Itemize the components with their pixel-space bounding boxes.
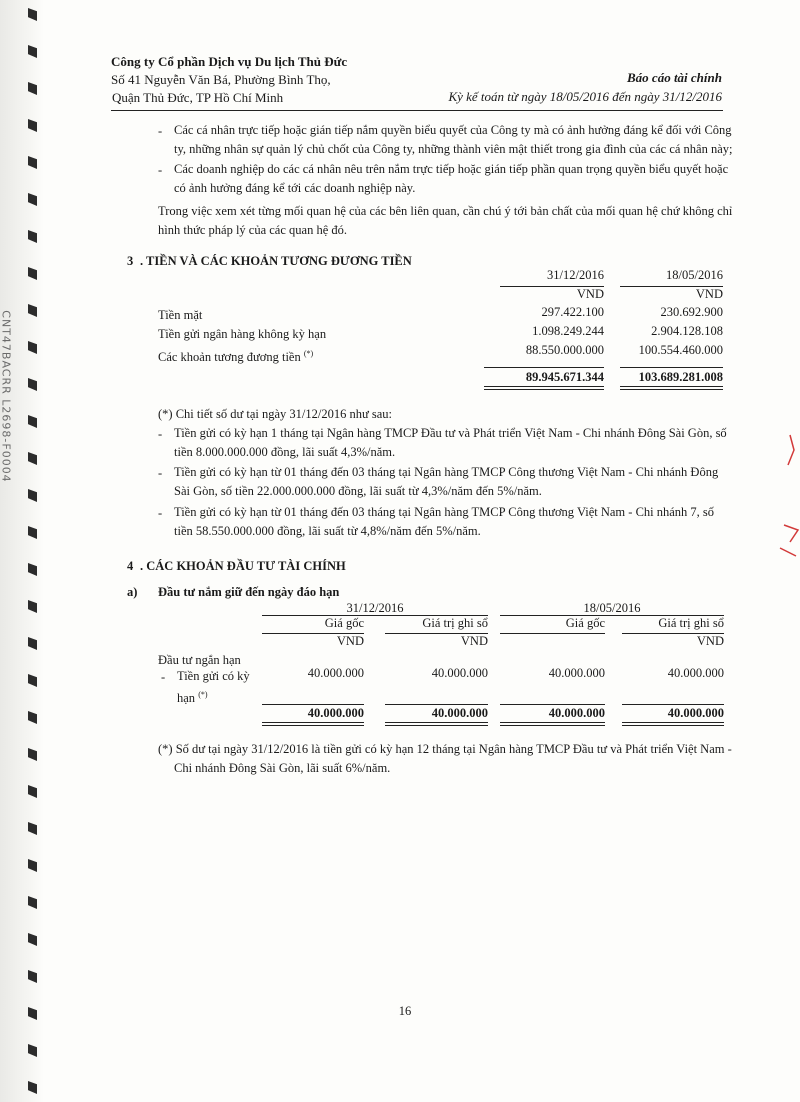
report-period: Kỳ kế toán từ ngày 18/05/2016 đến ngày 31/12/2016 xyxy=(448,89,722,104)
section3-row-value-2016-12: 297.422.100 xyxy=(541,305,604,319)
section4-note-line1: (*) Số dư tại ngày 31/12/2016 là tiền gửi có kỳ hạn 12 tháng tại Ngân hàng TMCP Đầu tư và Phát triển Việt Nam - xyxy=(158,742,732,756)
section3-col1-unit: VND xyxy=(576,287,604,301)
section4-value-book-2016-05: 40.000.000 xyxy=(667,666,724,680)
section3-note-3-line1: Tiền gửi có kỳ hạn từ 01 tháng đến 03 tháng tại Ngân hàng TMCP Công thương Việt Nam - Chi nhánh 7, số xyxy=(174,505,715,519)
bullet-dash: - xyxy=(158,506,163,520)
section4-note-line2: Chi nhánh Đông Sài Gòn, lãi suất 6%/năm. xyxy=(174,761,391,775)
section3-col2-date: 18/05/2016 xyxy=(666,268,723,282)
section3-col2-unit: VND xyxy=(695,287,723,301)
section3-row-value-2016-05: 100.554.460.000 xyxy=(638,343,723,357)
section4-total-book-2016-12: 40.000.000 xyxy=(431,706,488,720)
section3-total-double-rule xyxy=(620,386,723,390)
section3-note-1-line1: Tiền gửi có kỳ hạn 1 tháng tại Ngân hàng TMCP Đầu tư và Phát triển Việt Nam - Chi nhánh Đông Sài Gòn, số xyxy=(174,426,727,440)
section4-group1-date: 31/12/2016 xyxy=(346,601,404,615)
section4-total-double-rule xyxy=(500,722,605,726)
section3-row-label-text: Các khoản tương đương tiền xyxy=(158,350,301,365)
section4-col-book: Giá trị ghi sổ xyxy=(422,616,488,630)
section4-total-top-rule xyxy=(500,704,605,705)
section4-total-top-rule xyxy=(622,704,724,705)
bullet-dash: - xyxy=(158,466,163,480)
section4-total-double-rule xyxy=(262,722,364,726)
section4-group2-date: 18/05/2016 xyxy=(583,601,641,615)
section4-row-label-line2-text: hạn xyxy=(177,691,196,706)
section3-row-label: Tiền gửi ngân hàng không kỳ hạn xyxy=(158,327,327,341)
section3-row-label: Tiền mặt xyxy=(158,308,203,322)
section3-note-2-line2: Sài Gòn, số tiền 22.000.000.000 đồng, lãi suất từ 4,3%/năm đến 5%/năm. xyxy=(174,484,542,498)
section4-unit: VND xyxy=(336,634,364,648)
section3-row-value-2016-12: 1.098.249.244 xyxy=(532,324,604,338)
binding-edge xyxy=(0,0,44,1102)
section4-row-group: Đầu tư ngắn hạn xyxy=(158,653,241,667)
red-stamp-mark xyxy=(760,430,800,570)
bullet-dash: - xyxy=(161,670,166,684)
intro-bullet-2-line2: có ảnh hưởng đáng kể tới các doanh nghiệp này. xyxy=(174,181,416,195)
section4-value-cost-2016-12: 40.000.000 xyxy=(307,666,364,680)
section4-col-cost: Giá gốc xyxy=(324,616,364,630)
bullet-dash: - xyxy=(158,124,163,138)
section3-title: . TIỀN VÀ CÁC KHOẢN TƯƠNG ĐƯƠNG TIỀN xyxy=(140,254,412,268)
section4-total-cost-2016-05: 40.000.000 xyxy=(548,706,605,720)
section3-row-value-2016-05: 230.692.900 xyxy=(660,305,723,319)
section4-title: . CÁC KHOẢN ĐẦU TƯ TÀI CHÍNH xyxy=(140,559,346,573)
section4-total-double-rule xyxy=(622,722,724,726)
section4-unit: VND xyxy=(460,634,488,648)
section3-total-2016-12: 89.945.671.344 xyxy=(525,370,604,384)
section3-row-label xyxy=(158,344,313,367)
intro-paragraph-line1: Trong việc xem xét từng mối quan hệ của các bên liên quan, cần chú ý tới bản chất của mối quan hệ chứ không chỉ xyxy=(158,204,733,218)
section4-number: 4 xyxy=(127,559,134,573)
section3-total-top-rule xyxy=(484,367,604,368)
section3-total-top-rule xyxy=(620,367,723,368)
company-address-line2: Quận Thủ Đức, TP Hồ Chí Minh xyxy=(112,90,284,105)
intro-paragraph-line2: hình thức pháp lý của các quan hệ đó. xyxy=(158,223,348,237)
section3-total-double-rule xyxy=(484,386,604,390)
section3-row-value-2016-12: 88.550.000.000 xyxy=(525,343,604,357)
intro-bullet-1-line1: Các cá nhân trực tiếp hoặc gián tiếp nắm quyền biểu quyết của Công ty mà có ảnh hưởng đáng kể đối với Công xyxy=(174,123,732,137)
page-number: 16 xyxy=(398,1004,412,1018)
section3-note-3-line2: tiền 58.550.000.000 đồng, lãi suất từ 4,8%/năm đến 5%/năm. xyxy=(174,524,481,538)
section4-col-rule xyxy=(500,633,605,634)
header-rule xyxy=(111,110,723,111)
section4-unit: VND xyxy=(696,634,724,648)
section4-sub-letter: a) xyxy=(127,585,138,599)
section4-total-cost-2016-12: 40.000.000 xyxy=(307,706,364,720)
section3-note-2-line1: Tiền gửi có kỳ hạn từ 01 tháng đến 03 tháng tại Ngân hàng TMCP Công thương Việt Nam - Chi nhánh Đông xyxy=(174,465,719,479)
side-scan-code: CNT47BACRR L2698-F0004 xyxy=(0,310,13,483)
section4-total-top-rule xyxy=(262,704,364,705)
footnote-marker: (*) xyxy=(303,349,314,358)
section4-col-cost: Giá gốc xyxy=(565,616,605,630)
section3-note-1-line2: tiền 8.000.000.000 đồng, lãi suất 4,3%/năm. xyxy=(174,445,396,459)
section3-number: 3 xyxy=(127,254,134,268)
section4-col-book: Giá trị ghi sổ xyxy=(658,616,724,630)
section3-col1-date: 31/12/2016 xyxy=(547,268,604,282)
bullet-dash: - xyxy=(158,163,163,177)
section3-row-value-2016-05: 2.904.128.108 xyxy=(651,324,723,338)
intro-bullet-2-line1: Các doanh nghiệp do các cá nhân nêu trên nắm trực tiếp hoặc gián tiếp phần quan trọng quyền biểu quyết hoặc xyxy=(174,162,729,176)
section3-total-2016-05: 103.689.281.008 xyxy=(638,370,723,384)
report-title: Báo cáo tài chính xyxy=(627,70,722,85)
section4-total-book-2016-05: 40.000.000 xyxy=(667,706,724,720)
section3-note-intro: (*) Chi tiết số dư tại ngày 31/12/2016 như sau: xyxy=(158,407,393,421)
section4-total-top-rule xyxy=(385,704,488,705)
section4-value-book-2016-12: 40.000.000 xyxy=(431,666,488,680)
bullet-dash: - xyxy=(158,427,163,441)
footnote-marker: (*) xyxy=(198,690,208,699)
section4-total-double-rule xyxy=(385,722,488,726)
section4-row-label-line1: Tiền gửi có kỳ xyxy=(177,669,250,683)
company-name: Công ty Cổ phần Dịch vụ Du lịch Thủ Đức xyxy=(111,54,348,69)
section4-row-label-line2 xyxy=(177,685,208,708)
section4-value-cost-2016-05: 40.000.000 xyxy=(548,666,605,680)
intro-bullet-1-line2: ty, những nhân sự quản lý chủ chốt của Công ty, những thành viên mật thiết trong gia đình của các cá nhân này; xyxy=(174,142,733,156)
section4-sub-title: Đầu tư nắm giữ đến ngày đáo hạn xyxy=(158,585,340,599)
company-address-line1: Số 41 Nguyễn Văn Bá, Phường Bình Thọ, xyxy=(111,72,331,87)
